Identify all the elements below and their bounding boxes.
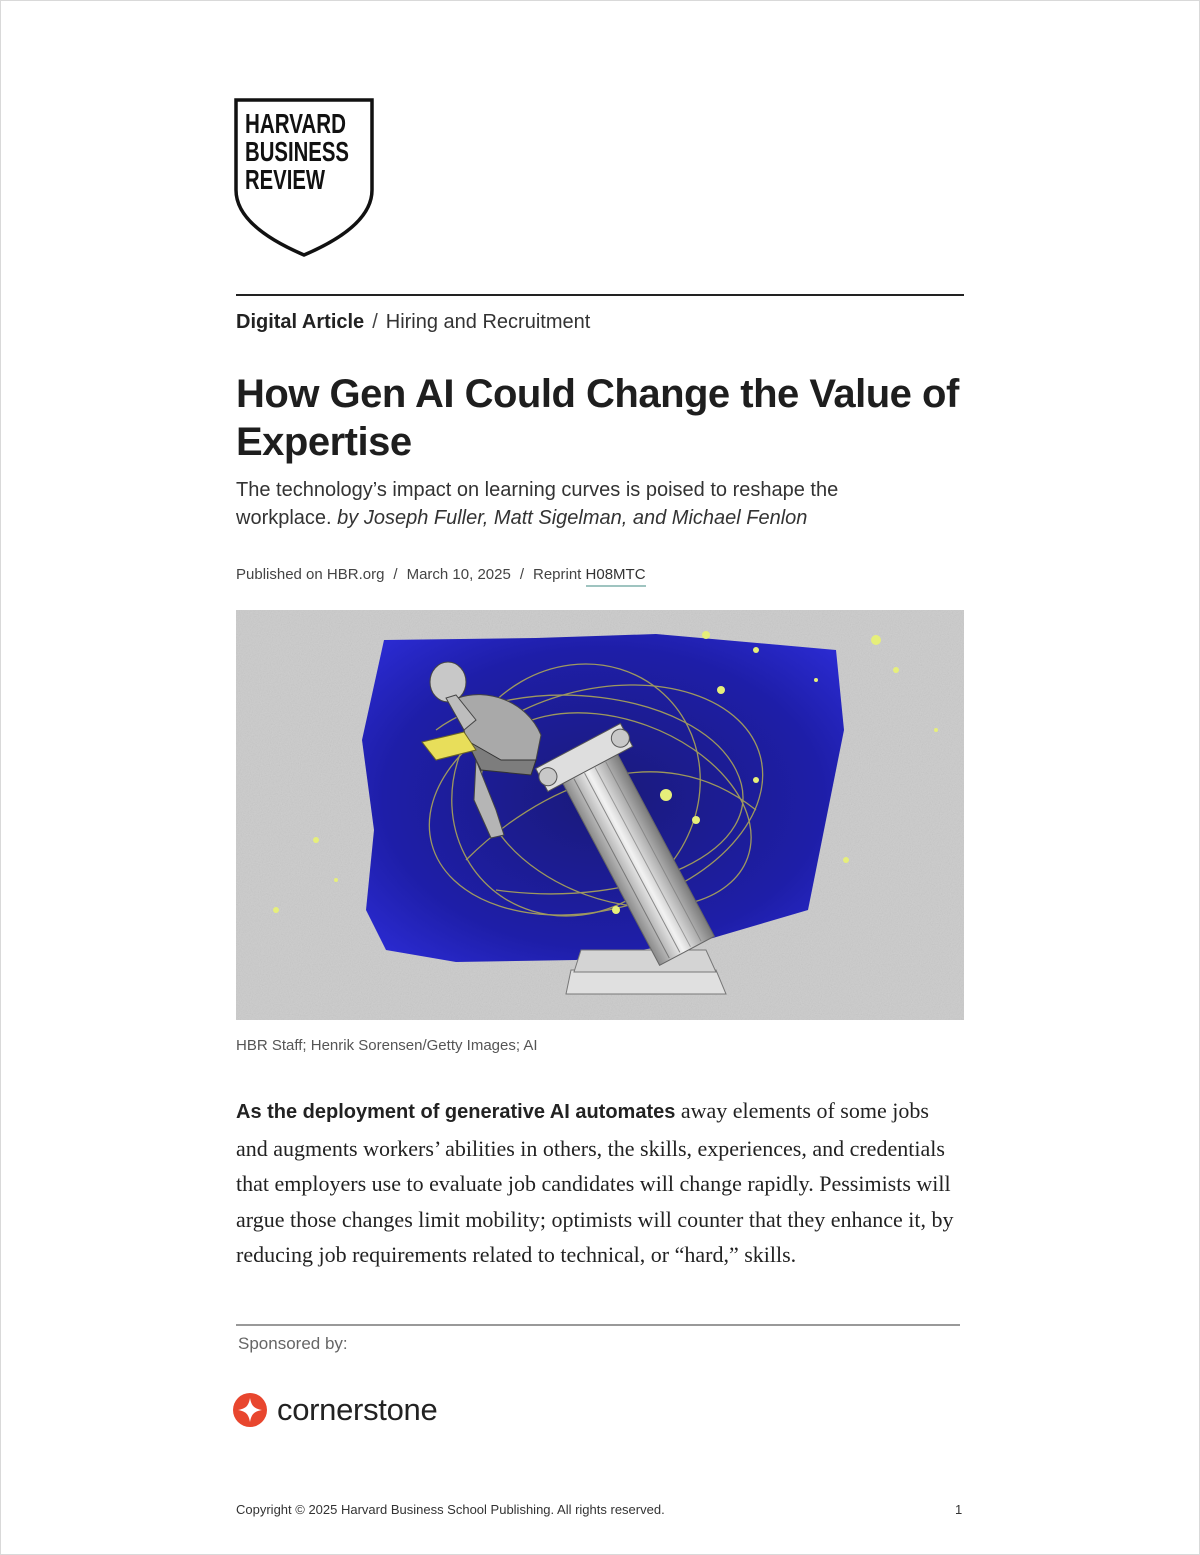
body-text: away elements of some jobs and augments workers’ abilities in others, the skills, experiences, and credentials that employers use to evaluate job candidates will change rapidly. Pessimists will argue those changes limit mobility; optimists will counter that they enhance it, by reducing job requirements related to technical, or “hard,” skills. [236, 1098, 954, 1267]
cornerstone-star-icon [232, 1392, 268, 1428]
header-divider [236, 294, 964, 296]
sponsor-name: cornerstone [277, 1392, 438, 1427]
breadcrumb [236, 311, 590, 334]
breadcrumb-section[interactable]: Digital Article [236, 311, 365, 333]
breadcrumb-separator: / [372, 311, 378, 333]
meta-separator: / [393, 566, 398, 583]
thinker-on-falling-column-illustration [236, 610, 964, 1020]
reprint-label: Reprint [533, 566, 582, 583]
hbr-shield-icon [234, 98, 374, 258]
sponsor-divider [236, 1324, 960, 1326]
article-body [236, 1093, 960, 1273]
breadcrumb-topic[interactable]: Hiring and Recruitment [385, 311, 591, 333]
logo-line-1: HARVARD [245, 108, 346, 139]
body-lead: As the deployment of generative AI automates [236, 1101, 676, 1123]
dek-text: The technology’s impact on learning curves is poised to reshape the workplace. [236, 479, 839, 529]
published-on: Published on HBR.org [236, 566, 385, 583]
publication-meta [236, 566, 646, 583]
page-number: 1 [955, 1502, 963, 1517]
logo-line-3: REVIEW [245, 164, 326, 195]
reprint-link[interactable]: H08MTC [586, 566, 646, 587]
footer-copyright: Copyright © 2025 Harvard Business School Publishing. All rights reserved. [236, 1502, 665, 1517]
byline: by Joseph Fuller, Matt Sigelman, and Michael Fenlon [337, 507, 808, 529]
publication-date: March 10, 2025 [406, 566, 511, 583]
cornerstone-logo[interactable] [232, 1391, 437, 1429]
logo-line-2: BUSINESS [245, 136, 349, 167]
hero-image [236, 610, 964, 1020]
sponsored-by-label: Sponsored by: [238, 1334, 348, 1353]
article-title: How Gen AI Could Change the Value of Expertise [236, 372, 959, 464]
hbr-logo[interactable] [234, 98, 374, 258]
image-caption: HBR Staff; Henrik Sorensen/Getty Images; AI [236, 1037, 538, 1054]
meta-separator: / [519, 566, 524, 583]
article-dek [236, 476, 936, 532]
